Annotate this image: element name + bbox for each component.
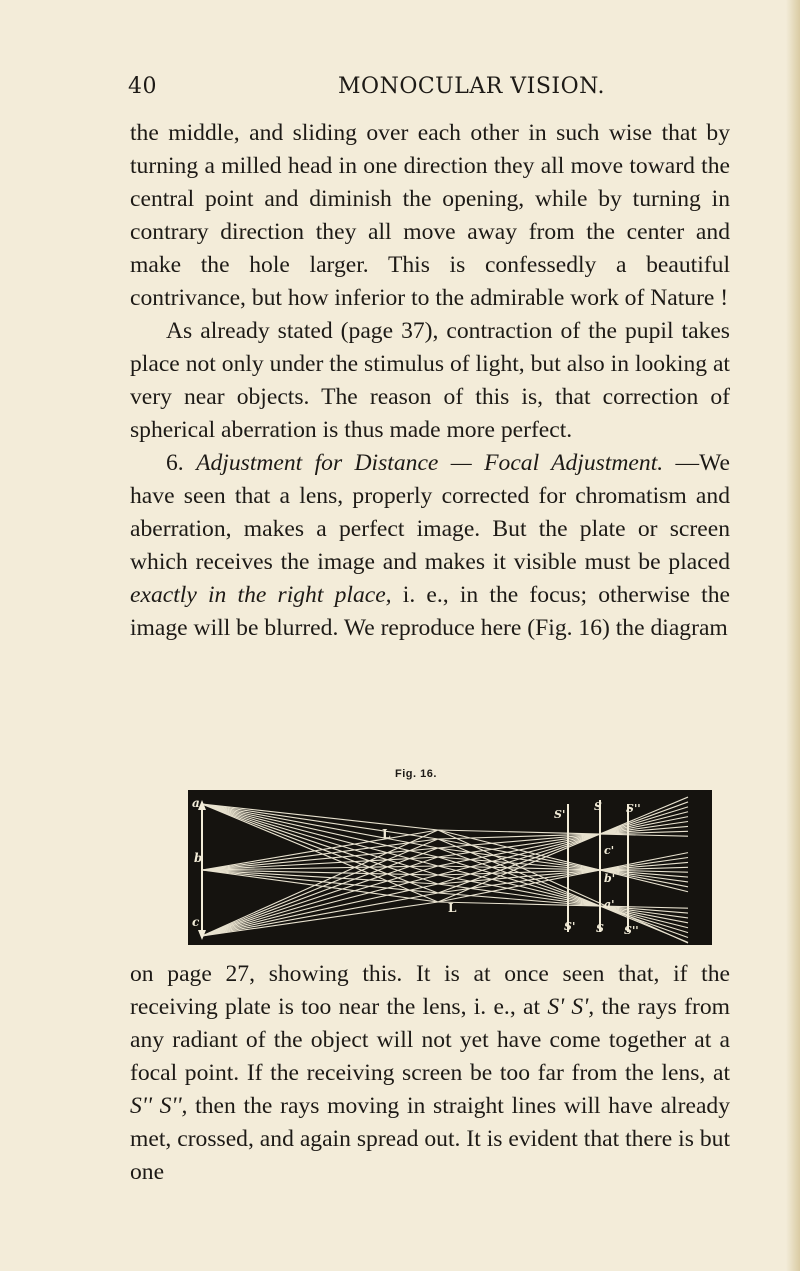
label-s-top: S <box>594 800 602 813</box>
page-edge-shadow <box>786 0 800 1271</box>
paragraph-3 <box>130 447 730 645</box>
label-lens-top: L <box>382 827 391 841</box>
section-number: 6. <box>166 450 184 476</box>
paragraph-3-text-a: —We have seen that a lens, properly corrected for chromatism and aberration, makes a perfect image. But the plate or screen which receives the image and makes it visible must be placed <box>130 450 730 575</box>
paragraph-2: As already stated (page 37), contraction of the pupil takes place not only under the stimulus of light, but also in looking at very near objects. The reason of this is, that correction of spherical aberration is thus made more perfect. <box>130 318 730 443</box>
label-s2-bottom: S'' <box>624 924 639 937</box>
label-lens-bottom: L <box>448 901 457 915</box>
paragraph-4-text-a: on page 27, showing this. It is at once seen that, if the receiving plate is too near the lens, i. e., at <box>130 961 730 1020</box>
label-a-prime: a' <box>604 898 615 911</box>
paragraph-4-text-b: the rays from any radiant of the object will not yet have come together at a focal point. If the receiving screen be too far from the lens, at <box>130 994 730 1086</box>
screen-far-label: S'' S'', <box>130 1093 188 1119</box>
paragraph-4 <box>130 958 730 1189</box>
label-s-bottom: S <box>596 922 604 935</box>
label-s1-top: S' <box>554 808 566 821</box>
label-s1-bottom: S' <box>564 920 576 933</box>
label-c: c <box>192 915 200 929</box>
section-heading: Adjustment for Distance — Focal Adjustment. <box>196 450 664 476</box>
running-title: MONOCULAR VISION. <box>338 74 605 99</box>
label-b-prime: b' <box>604 872 616 885</box>
label-b: b <box>194 851 203 865</box>
paragraph-1: the middle, and sliding over each other in such wise that by turning a milled head in one direction they all move toward the central point and diminish the opening, while by turning in contrary direction they all move away from the center and make the hole larger. This is confessedly a beautiful contrivance, but how inferior to the admirable work of Nature ! <box>130 120 730 311</box>
figure-16-diagram <box>188 790 712 945</box>
label-s2-top: S'' <box>626 802 641 815</box>
emphasis-right-place: exactly in the right place, <box>130 582 392 608</box>
paragraph-3-text-b: i. e., in the focus; otherwise the image will be blurred. We reproduce here (Fig. 16) the diagram <box>130 582 730 641</box>
label-a: a <box>192 796 200 810</box>
page-number: 40 <box>128 74 157 99</box>
screen-near-label: S' S', <box>547 994 595 1020</box>
paragraph-4-text-c: then the rays moving in straight lines will have already met, crossed, and again spread out. It is evident that there is but one <box>130 1093 731 1185</box>
figure-caption: Fig. 16. <box>395 768 437 780</box>
label-c-prime: c' <box>604 844 615 857</box>
body-text-bottom <box>130 958 730 1189</box>
body-text-top <box>130 117 730 645</box>
